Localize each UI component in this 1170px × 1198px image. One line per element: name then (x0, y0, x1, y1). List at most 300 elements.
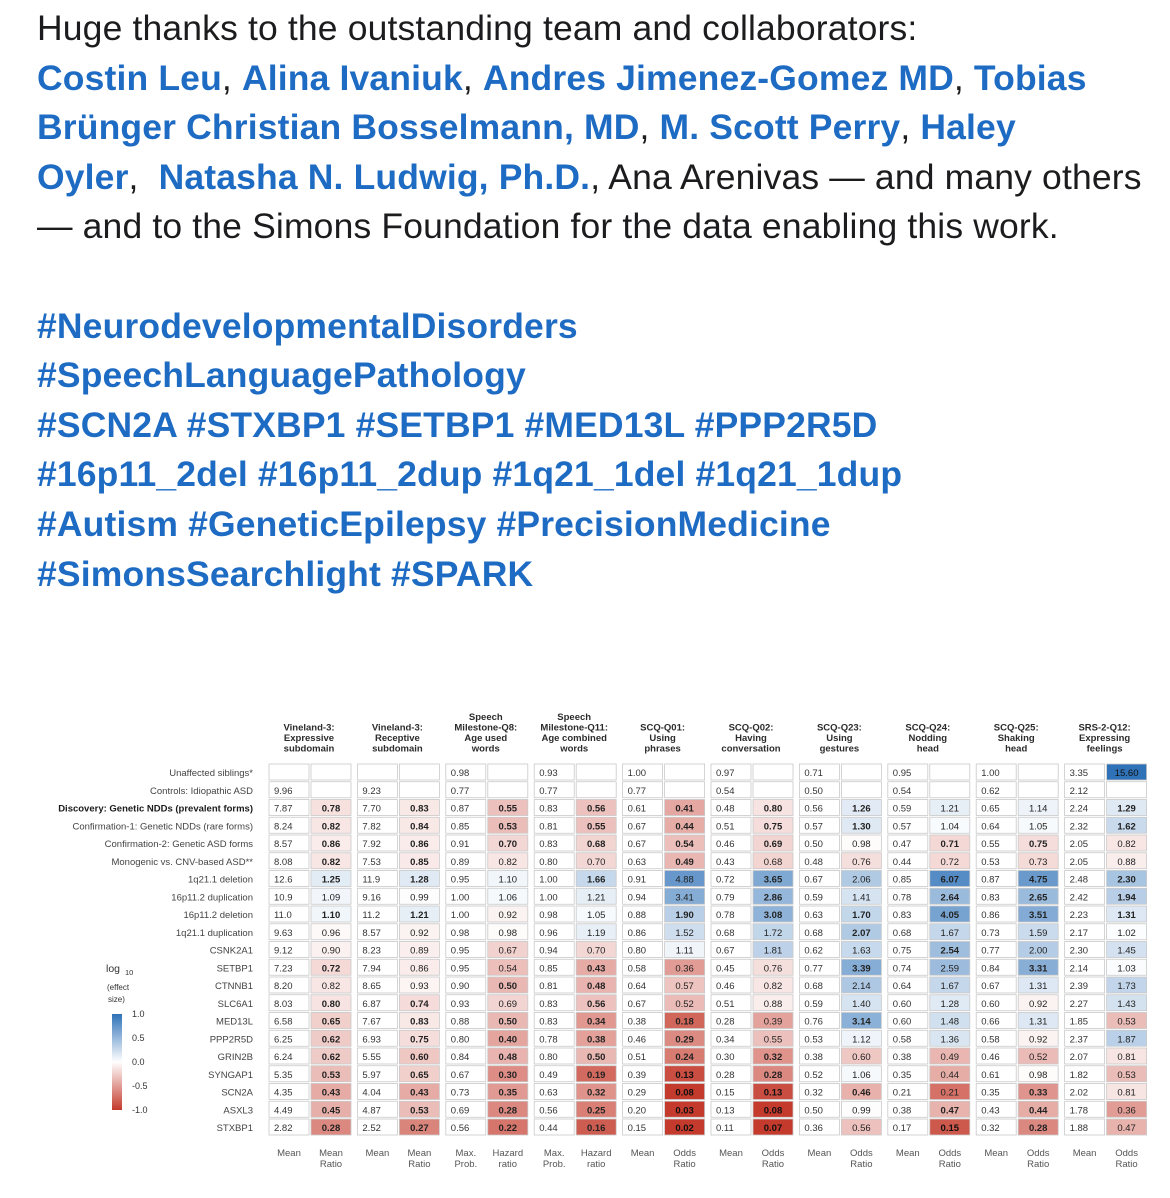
mean-value: 0.98 (539, 910, 558, 921)
effect-value: 0.82 (321, 981, 341, 992)
mean-value: 2.07 (1069, 1052, 1089, 1063)
effect-value: 0.45 (321, 1105, 341, 1117)
row-label: Monogenic vs. CNV-based ASD** (111, 856, 253, 868)
effect-value: 0.75 (1028, 839, 1048, 850)
mean-value: 11.0 (274, 910, 292, 921)
mean-value: 0.63 (627, 856, 647, 868)
mean-value: 0.44 (892, 856, 912, 868)
effect-value: 1.25 (321, 874, 341, 886)
effect-cell (399, 764, 439, 780)
row-label: STXBP1 (216, 1123, 253, 1134)
mean-value: 0.63 (804, 910, 823, 921)
effect-value: 1.28 (410, 874, 429, 886)
mean-value: 0.77 (981, 945, 1000, 957)
effect-value: 1.81 (763, 945, 783, 957)
effect-value: 0.76 (852, 856, 871, 868)
mean-value: 0.97 (716, 768, 735, 779)
mention-link[interactable]: Andres Jimenez-Gomez MD (482, 57, 954, 98)
effect-value: 0.76 (763, 963, 783, 975)
legend-tick: 1.0 (132, 1009, 145, 1019)
effect-value: 0.49 (940, 1052, 960, 1063)
effect-value: 0.72 (940, 856, 960, 868)
effect-value: 0.43 (410, 1087, 429, 1099)
row-label: 16p11.2 deletion (183, 910, 253, 921)
mean-value: 7.70 (362, 803, 381, 815)
effect-value: 0.43 (321, 1087, 341, 1099)
mean-value: 0.67 (627, 998, 647, 1010)
effect-value: 0.19 (586, 1069, 606, 1081)
effect-value: 1.21 (410, 910, 429, 921)
hashtag-line[interactable]: #16p11_2del #16p11_2dup #1q21_1del #1q21_1dup (37, 454, 903, 495)
mean-value: 1.00 (539, 874, 558, 886)
mean-value: 0.32 (981, 1123, 1000, 1134)
effect-value: 1.94 (1117, 892, 1136, 904)
effect-value: 0.13 (675, 1069, 694, 1081)
effect-value: 0.98 (1028, 1069, 1048, 1081)
column-group-title: Speech (557, 712, 592, 723)
effect-value: 0.82 (321, 856, 341, 868)
mention-link[interactable]: Alina Ivaniuk (241, 57, 463, 98)
mean-value: 0.85 (539, 963, 558, 975)
mean-value: 1.00 (539, 892, 558, 904)
effect-value: 0.03 (675, 1105, 694, 1117)
effect-value: 0.28 (321, 1123, 341, 1134)
mean-value: 0.95 (450, 963, 470, 975)
column-subheader: Max. (543, 1148, 565, 1159)
column-subheader: Mean (277, 1148, 301, 1159)
mean-value: 2.32 (1069, 821, 1089, 833)
mean-value: 7.53 (362, 856, 381, 868)
separator: , (462, 57, 483, 98)
mean-value: 0.54 (892, 785, 912, 797)
effect-value: 0.98 (852, 839, 871, 850)
mention-link[interactable]: M. Scott Perry (659, 107, 901, 148)
mean-value: 0.80 (450, 1034, 470, 1046)
mean-value: 0.78 (539, 1034, 558, 1046)
row-label: SCN2A (221, 1087, 253, 1099)
effect-value: 0.60 (410, 1052, 429, 1063)
mean-value: 1.00 (981, 768, 1000, 779)
mean-value: 2.30 (1069, 945, 1089, 957)
column-subheader: Prob. (454, 1159, 478, 1170)
mean-value: 7.82 (362, 821, 381, 833)
mean-value: 0.95 (450, 945, 470, 957)
effect-value: 2.86 (763, 892, 783, 904)
legend-title-subscript: 10 (125, 968, 134, 977)
effect-value: 0.70 (586, 856, 606, 868)
mean-value: 2.12 (1069, 785, 1089, 797)
mean-value: 0.95 (892, 768, 912, 779)
mention-link[interactable]: Costin Leu (37, 57, 222, 98)
effect-value: 0.46 (852, 1087, 871, 1099)
column-group-title: SCQ-Q24: (905, 722, 951, 734)
effect-value: 0.86 (410, 839, 429, 850)
mean-value: 0.67 (981, 981, 1000, 992)
effect-value: 1.21 (586, 892, 606, 904)
mean-value: 9.63 (274, 927, 293, 939)
mean-value: 2.82 (274, 1123, 293, 1134)
effect-value: 0.72 (321, 963, 341, 975)
mean-value: 0.51 (716, 998, 735, 1010)
effect-value: 0.56 (852, 1123, 871, 1134)
effect-value: 0.74 (410, 998, 429, 1010)
effect-value: 1.05 (1028, 821, 1048, 833)
mean-value: 1.00 (627, 768, 647, 779)
column-group-title: Expressing (1078, 733, 1131, 744)
mean-value: 0.63 (539, 1087, 558, 1099)
mean-value: 0.69 (450, 1105, 470, 1117)
mean-value: 2.27 (1069, 998, 1089, 1010)
effect-value: 0.99 (852, 1105, 871, 1117)
mean-value: 6.24 (274, 1052, 293, 1063)
mean-value: 0.53 (981, 856, 1000, 868)
row-label: 1q21.1 duplication (175, 927, 253, 939)
mean-value: 0.60 (981, 998, 1000, 1010)
effect-cell (311, 764, 351, 780)
mean-value: 0.68 (804, 927, 823, 939)
column-subheader: Odds (1115, 1148, 1138, 1159)
mean-value: 2.17 (1069, 927, 1089, 939)
effect-value: 0.62 (321, 1052, 341, 1063)
column-subheader: Hazard (492, 1148, 524, 1159)
separator: , (128, 156, 159, 197)
effect-value: 0.53 (498, 821, 518, 833)
mean-value: 12.6 (274, 874, 293, 886)
mean-value: 0.28 (716, 1069, 735, 1081)
mean-value: 0.84 (450, 1052, 470, 1063)
effect-value: 3.41 (675, 892, 694, 904)
legend-tick: 0.5 (132, 1033, 145, 1043)
mean-value: 0.50 (804, 1105, 823, 1117)
effect-value: 0.53 (1117, 1069, 1136, 1081)
mean-value: 0.90 (450, 981, 470, 992)
separator: , (900, 107, 921, 148)
column-group-title: SCQ-Q02: (728, 722, 774, 734)
effect-value: 0.86 (321, 839, 341, 850)
effect-value: 4.05 (940, 910, 960, 921)
effect-cell (576, 782, 616, 798)
mean-value: 0.54 (716, 785, 735, 797)
effect-cell (753, 782, 793, 798)
mean-value: 0.93 (539, 768, 558, 779)
column-group-title: Vineland-3: (283, 722, 335, 734)
mean-value: 8.23 (362, 945, 381, 957)
mean-value: 0.62 (981, 785, 1000, 797)
column-subheader: Mean (630, 1148, 655, 1159)
mean-value: 0.11 (716, 1123, 734, 1134)
mean-value: 4.49 (274, 1105, 293, 1117)
heatmap-figure (58, 708, 1150, 1178)
mean-value: 0.60 (892, 998, 912, 1010)
effect-value: 0.48 (498, 1052, 518, 1063)
effect-value: 1.70 (852, 910, 871, 921)
mean-value: 0.43 (716, 856, 735, 868)
effect-cell (930, 782, 970, 798)
mean-value: 4.04 (362, 1087, 381, 1099)
mean-value: 0.64 (892, 981, 912, 992)
effect-value: 0.08 (675, 1087, 694, 1099)
effect-value: 0.55 (586, 821, 606, 833)
mean-value: 2.14 (1069, 963, 1089, 975)
effect-value: 0.28 (498, 1105, 518, 1117)
mean-value: 0.46 (627, 1034, 647, 1046)
mean-value: 0.95 (450, 874, 470, 886)
mean-value: 0.78 (892, 892, 912, 904)
mean-value: 0.13 (716, 1105, 735, 1117)
mean-value: 0.45 (716, 963, 735, 975)
effect-value: 0.62 (321, 1034, 341, 1046)
effect-value: 2.30 (1117, 874, 1136, 886)
mean-value: 0.73 (450, 1087, 470, 1099)
effect-value: 0.82 (498, 856, 518, 868)
effect-value: 0.49 (675, 856, 694, 868)
column-subheader: ratio (498, 1159, 518, 1170)
row-label: 1q21.1 deletion (188, 874, 253, 886)
effect-value: 1.52 (675, 927, 694, 939)
effect-cell (488, 764, 528, 780)
effect-value: 1.04 (940, 821, 960, 833)
effect-value: 0.36 (675, 963, 694, 975)
row-label: Confirmation-1: Genetic NDDs (rare forms) (72, 821, 253, 833)
effect-value: 0.90 (321, 945, 341, 957)
column-subheader: Max. (455, 1148, 477, 1159)
column-subheader: Ratio (850, 1159, 873, 1170)
column-subheader: Odds (1026, 1148, 1050, 1159)
mean-value: 0.46 (981, 1052, 1000, 1063)
effect-value: 0.84 (410, 821, 429, 833)
effect-value: 0.99 (410, 892, 429, 904)
mean-value: 11.2 (362, 910, 381, 921)
column-group-title: Speech (468, 712, 503, 723)
effect-value: 0.65 (410, 1069, 429, 1081)
mean-value: 0.30 (716, 1052, 735, 1063)
legend-tick: 0.0 (132, 1057, 145, 1067)
effect-cell (311, 782, 351, 798)
mean-value: 10.9 (274, 892, 293, 904)
effect-cell (665, 782, 705, 798)
column-group-title: phrases (644, 743, 681, 755)
closing-text: , Ana Arenivas — and many others — and to the Simons Foundation for the data enabling this work. (37, 156, 1142, 247)
effect-cell (841, 764, 881, 780)
hashtag-line[interactable]: #Autism #GeneticEpilepsy #PrecisionMedicine (37, 503, 831, 544)
effect-cell (1018, 764, 1058, 780)
legend-tick: -1.0 (132, 1105, 148, 1115)
row-label: SYNGAP1 (208, 1069, 253, 1081)
mean-value: 0.56 (804, 803, 823, 815)
mean-value: 0.38 (627, 1016, 647, 1028)
effect-value: 0.34 (586, 1016, 606, 1028)
effect-cell (841, 782, 881, 798)
row-label: ASXL3 (223, 1105, 253, 1117)
effect-value: 1.63 (852, 945, 871, 957)
row-label: PPP2R5D (209, 1034, 253, 1046)
effect-value: 1.31 (1117, 910, 1136, 921)
effect-value: 1.67 (940, 981, 960, 992)
mean-value: 1.78 (1069, 1105, 1089, 1117)
effect-value: 0.44 (675, 821, 694, 833)
effect-value: 0.50 (586, 1052, 606, 1063)
mean-value: 7.92 (362, 839, 381, 850)
effect-value: 3.08 (763, 910, 783, 921)
mention-link[interactable]: Haley Oyler (37, 107, 1016, 197)
mention-link[interactable]: Natasha N. Ludwig, Ph.D. (158, 156, 591, 197)
mean-value: 0.20 (627, 1105, 647, 1117)
effect-value: 3.14 (852, 1016, 871, 1028)
mean-value: 0.78 (716, 910, 735, 921)
effect-value: 3.65 (763, 874, 783, 886)
mean-value: 0.64 (981, 821, 1000, 833)
mention-link[interactable]: Tobias Brünger Christian Bosselmann, MD (37, 57, 1087, 148)
effect-cell (930, 764, 970, 780)
column-subheader: Ratio (408, 1159, 431, 1170)
effect-value: 0.47 (940, 1105, 960, 1117)
effect-value: 0.92 (498, 910, 518, 921)
effect-value: 2.00 (1028, 945, 1048, 957)
effect-value: 0.88 (1117, 856, 1136, 868)
effect-value: 0.73 (1028, 856, 1048, 868)
mean-value: 0.28 (716, 1016, 735, 1028)
intro-text: Huge thanks to the outstanding team and collaborators: (37, 8, 918, 48)
mean-value: 0.57 (892, 821, 912, 833)
effect-cell (399, 782, 439, 798)
mean-value: 0.60 (892, 1016, 912, 1028)
column-group-title: words (560, 743, 589, 755)
mean-value: 5.35 (274, 1069, 293, 1081)
effect-value: 0.92 (1028, 1034, 1048, 1046)
effect-value: 1.10 (498, 874, 518, 886)
effect-value: 0.52 (1028, 1052, 1048, 1063)
effect-value: 0.56 (586, 803, 606, 815)
mean-value: 0.67 (804, 874, 823, 886)
effect-value: 0.83 (410, 803, 429, 815)
effect-value: 1.21 (940, 803, 960, 815)
effect-value: 0.18 (675, 1016, 694, 1028)
mean-value: 0.51 (627, 1052, 647, 1063)
mean-value: 0.81 (539, 981, 558, 992)
mean-value: 0.93 (450, 998, 470, 1010)
column-subheader: Ratio (673, 1159, 696, 1170)
mean-value: 0.50 (804, 785, 823, 797)
separator: , (221, 57, 242, 98)
effect-value: 0.53 (1117, 1016, 1136, 1028)
effect-value: 0.50 (498, 1016, 518, 1028)
effect-value: 0.30 (498, 1069, 518, 1081)
effect-value: 2.06 (852, 874, 871, 886)
effect-value: 2.65 (1028, 892, 1048, 904)
effect-value: 1.87 (1117, 1034, 1136, 1046)
mean-value: 0.83 (539, 803, 558, 815)
row-label: 16p11.2 duplication (171, 892, 253, 904)
row-label: Controls: Idiopathic ASD (150, 785, 253, 797)
effect-value: 15.60 (1114, 768, 1139, 779)
mean-value: 0.59 (892, 803, 912, 815)
mean-value: 0.68 (892, 927, 912, 939)
column-group-title: Milestone-Q11: (540, 722, 608, 734)
effect-value: 0.75 (410, 1034, 429, 1046)
effect-value: 0.15 (940, 1123, 960, 1134)
column-subheader: Mean (984, 1148, 1009, 1159)
effect-value: 0.69 (498, 998, 518, 1010)
mean-value: 0.39 (627, 1069, 647, 1081)
effect-value: 0.44 (940, 1069, 960, 1081)
effect-value: 0.52 (675, 998, 694, 1010)
column-subheader: Mean (319, 1148, 343, 1159)
effect-value: 0.80 (321, 998, 341, 1010)
mean-value: 0.76 (804, 1016, 823, 1028)
mean-value: 0.17 (892, 1123, 912, 1134)
effect-value: 0.35 (498, 1087, 518, 1099)
effect-value: 3.39 (852, 963, 871, 975)
mean-value: 0.48 (716, 803, 735, 815)
mean-value: 0.29 (627, 1087, 647, 1099)
effect-value: 1.02 (1117, 927, 1136, 939)
mean-value: 0.77 (539, 785, 558, 797)
effect-value: 1.06 (852, 1069, 871, 1081)
effect-value: 0.80 (763, 803, 783, 815)
mean-value: 0.67 (716, 945, 735, 957)
column-group-title: Nodding (908, 733, 948, 744)
row-label: CTNNB1 (214, 981, 253, 992)
mean-value: 0.35 (981, 1087, 1000, 1099)
mean-value: 0.75 (892, 945, 912, 957)
mean-value: 0.32 (804, 1087, 823, 1099)
mean-value: 0.83 (892, 910, 912, 921)
effect-value: 0.56 (586, 998, 606, 1010)
mean-value: 2.05 (1069, 839, 1089, 850)
row-label: SETBP1 (216, 963, 253, 975)
mean-value: 6.58 (274, 1016, 293, 1028)
mean-value: 0.71 (804, 768, 823, 779)
mean-value: 9.96 (274, 785, 293, 797)
mean-value: 8.20 (274, 981, 293, 992)
mean-cell (269, 764, 309, 780)
mean-value: 1.82 (1069, 1069, 1089, 1081)
effect-value: 0.02 (675, 1123, 694, 1134)
effect-value: 0.25 (586, 1105, 606, 1117)
hashtag-line[interactable]: #SCN2A #STXBP1 #SETBP1 #MED13L #PPP2R5D (37, 404, 878, 445)
paragraph-gap (37, 252, 1152, 302)
column-subheader: Ratio (938, 1159, 961, 1170)
effect-value: 0.98 (498, 927, 518, 939)
mean-value: 7.23 (274, 963, 293, 975)
effect-value: 0.92 (1028, 998, 1048, 1010)
mean-value: 0.88 (627, 910, 647, 921)
effect-value: 0.07 (763, 1123, 783, 1134)
effect-value: 0.28 (1028, 1123, 1048, 1134)
hashtag-line[interactable]: #SimonsSearchlight #SPARK (37, 553, 534, 594)
mean-value: 0.94 (627, 892, 647, 904)
effect-value: 0.29 (675, 1034, 694, 1046)
effect-value: 0.57 (675, 981, 694, 992)
effect-value: 0.08 (763, 1105, 783, 1117)
mean-value: 4.35 (274, 1087, 293, 1099)
mean-value: 0.77 (627, 785, 647, 797)
hashtag-line[interactable]: #SpeechLanguagePathology (37, 355, 526, 396)
mean-value: 0.72 (716, 874, 735, 886)
hashtag-line[interactable]: #NeurodevelopmentalDisorders (37, 305, 578, 346)
column-subheader: Ratio (319, 1159, 343, 1170)
effect-cell (753, 764, 793, 780)
mean-value: 0.77 (804, 963, 823, 975)
column-group-title: SCQ-Q25: (993, 722, 1039, 734)
mean-value: 2.24 (1069, 803, 1089, 815)
effect-value: 1.30 (852, 821, 871, 833)
mean-value: 1.88 (1069, 1123, 1089, 1134)
separator: , (953, 57, 974, 98)
effect-value: 0.68 (586, 839, 606, 850)
effect-value: 0.83 (410, 1016, 429, 1028)
mean-value: 0.80 (539, 856, 558, 868)
